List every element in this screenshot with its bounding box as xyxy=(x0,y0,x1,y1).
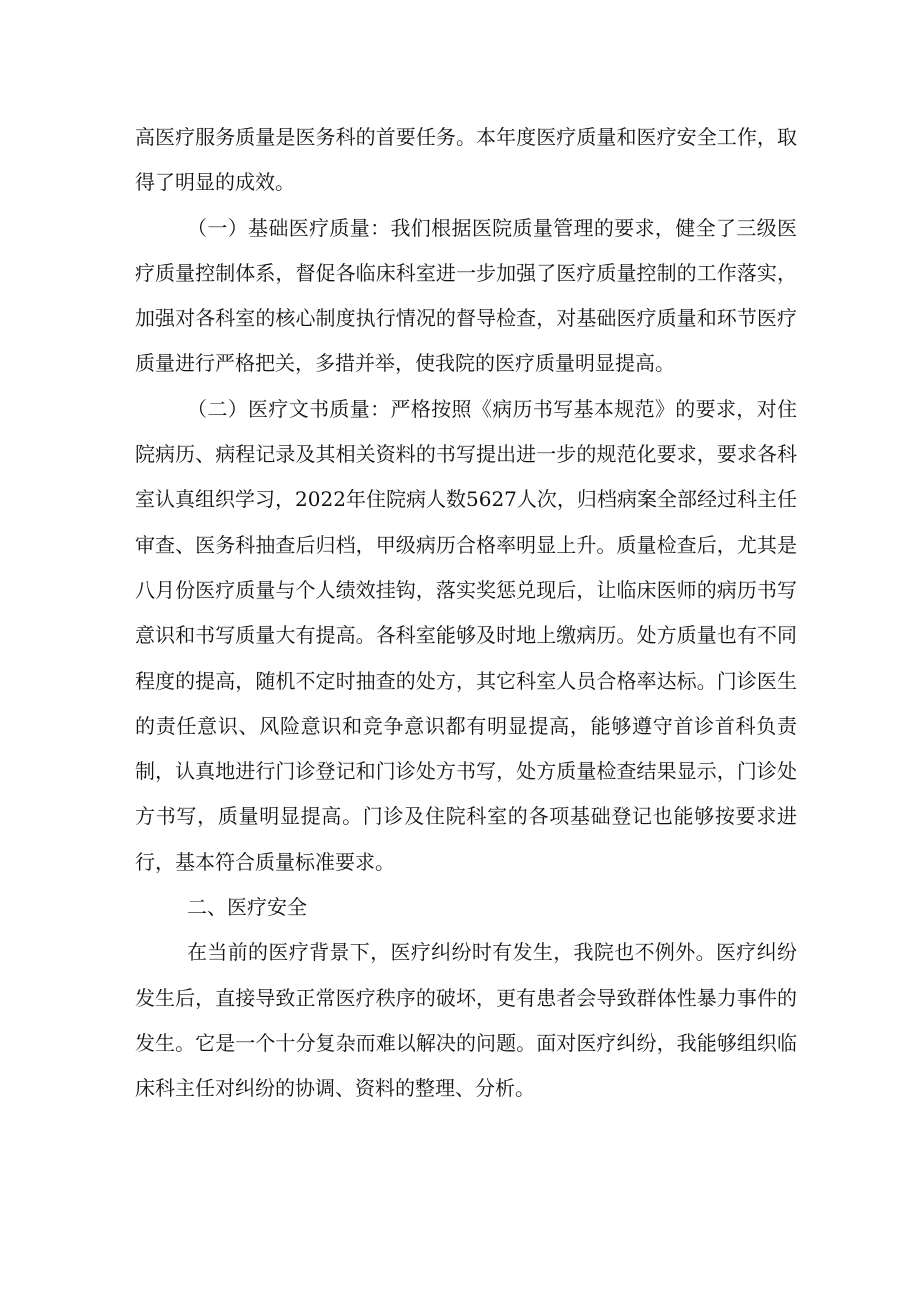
paragraph-intro-continuation: 高医疗服务质量是医务科的首要任务。本年度医疗质量和医疗安全工作，取得了明显的成效。 xyxy=(135,125,797,195)
paragraph-basic-medical-quality: （一）基础医疗质量：我们根据医院质量管理的要求，健全了三级医疗质量控制体系，督促各临床科室进一步加强了医疗质量控制的工作落实，加强对各科室的核心制度执行情况的督导检查，对基础医疗质量和环节医疗质量进行严格把关，多措并举，使我院的医疗质量明显提高。 xyxy=(135,215,797,376)
section-heading-medical-safety: 二、医疗安全 xyxy=(187,895,307,920)
paragraph-medical-document-quality: （二）医疗文书质量：严格按照《病历书写基本规范》的要求，对住院病历、病程记录及其相关资料的书写提出进一步的规范化要求，要求各科室认真组织学习，2022年住院病人数5627人次，归档病案全部经过科主任审查、医务科抽查后归档，甲级病历合格率明显上升。质量检查后，尤其是八月份医疗质量与个人绩效挂钩，落实奖惩兑现后，让临床医师的病历书写意识和书写质量大有提高。各科室能够及时地上缴病历。处方质量也有不同程度的提高，随机不定时抽查的处方，其它科室人员合格率达标。门诊医生的责任意识、风险意识和竞争意识都有明显提高，能够遵守首诊首科负责制，认真地进行门诊登记和门诊处方书写，处方质量检查结果显示，门诊处方书写，质量明显提高。门诊及住院科室的各项基础登记也能够按要求进行，基本符合质量标准要求。 xyxy=(135,396,797,874)
paragraph-medical-disputes: 在当前的医疗背景下，医疗纠纷时有发生，我院也不例外。医疗纠纷发生后，直接导致正常医疗秩序的破坏，更有患者会导致群体性暴力事件的发生。它是一个十分复杂而难以解决的问题。面对医疗纠纷，我能够组织临床科主任对纠纷的协调、资料的整理、分析。 xyxy=(135,940,797,1101)
document-body xyxy=(135,115,797,1112)
